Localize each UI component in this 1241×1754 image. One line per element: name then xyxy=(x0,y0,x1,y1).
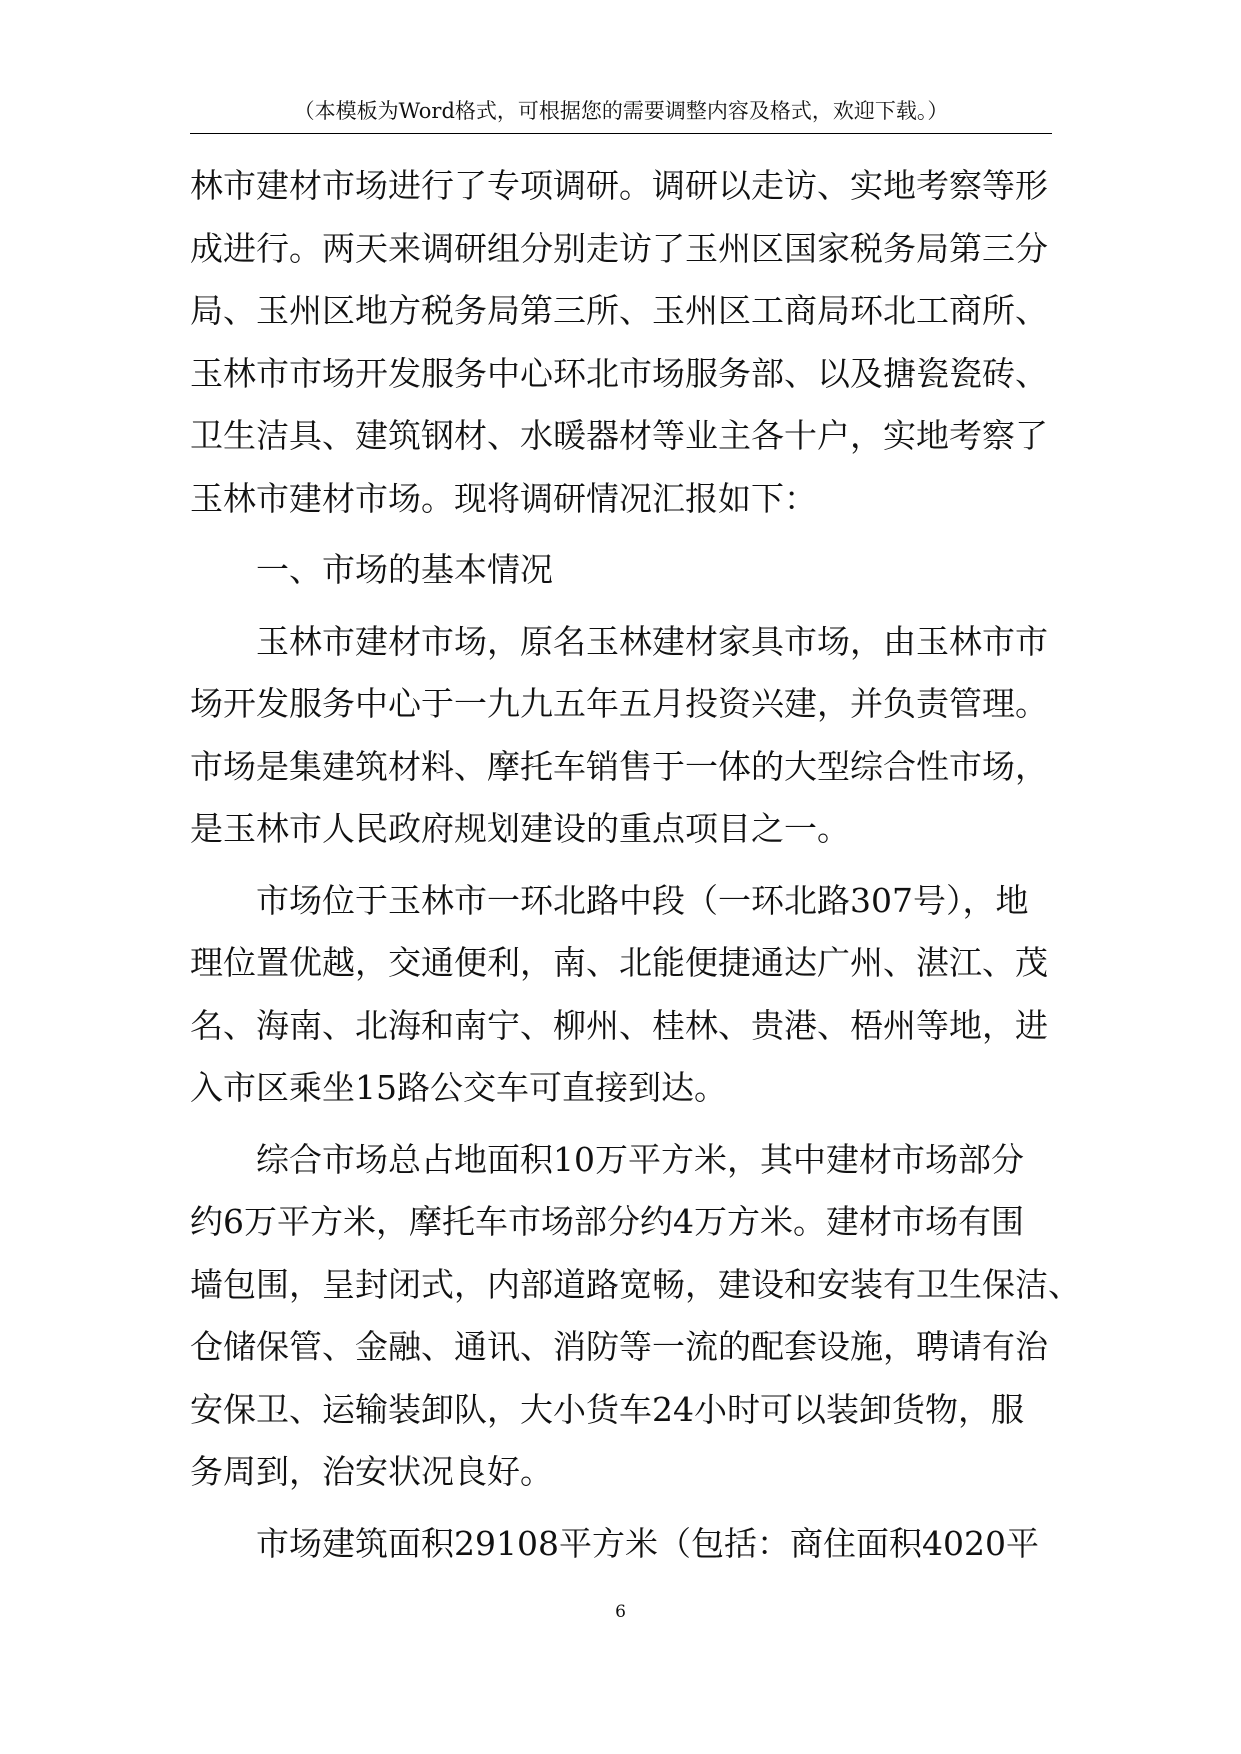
text-line: 市场位于玉林市一环北路中段（一环北路307号），地 xyxy=(256,880,1029,920)
text-line: 卫生洁具、建筑钢材、水暖器材等业主各十户，实地考察了 xyxy=(190,416,1048,455)
page-number: 6 xyxy=(615,1602,626,1622)
header-note: （本模板为Word格式，可根据您的需要调整内容及格式，欢迎下载。） xyxy=(293,99,949,123)
text-line: 综合市场总占地面积10万平方米，其中建材市场部分 xyxy=(256,1139,1024,1179)
text-line: 玉林市建材市场，原名玉林建材家具市场，由玉林市市 xyxy=(256,621,1048,661)
text-line: 务周到，治安状况良好。 xyxy=(190,1452,553,1491)
text-line: 安保卫、运输装卸队，大小货车24小时可以装卸货物，服 xyxy=(190,1389,1024,1429)
text-line: 名、海南、北海和南宁、柳州、桂林、贵港、梧州等地，进 xyxy=(190,1005,1048,1045)
header-divider xyxy=(190,133,1052,134)
text-line: 局、玉州区地方税务局第三所、玉州区工商局环北工商所、 xyxy=(190,291,1048,330)
text-line: 理位置优越，交通便利，南、北能便捷通达广州、湛江、茂 xyxy=(190,943,1048,982)
text-line: 市场建筑面积29108平方米（包括：商住面积4020平 xyxy=(256,1523,1039,1563)
text-line: 墙包围，呈封闭式，内部道路宽畅，建设和安装有卫生保洁、 xyxy=(190,1264,1081,1304)
text-line: 是玉林市人民政府规划建设的重点项目之一。 xyxy=(190,809,850,848)
text-line: 成进行。两天来调研组分别走访了玉州区国家税务局第三分 xyxy=(190,228,1048,268)
text-line: 玉林市市场开发服务中心环北市场服务部、以及搪瓷瓷砖、 xyxy=(190,353,1048,393)
text-line: 市场是集建筑材料、摩托车销售于一体的大型综合性市场， xyxy=(190,746,1048,786)
text-line: 仓储保管、金融、通讯、消防等一流的配套设施，聘请有治 xyxy=(190,1327,1048,1366)
text-line: 入市区乘坐15路公交车可直接到达。 xyxy=(190,1068,727,1107)
text-line: 玉林市建材市场。现将调研情况汇报如下： xyxy=(190,478,817,518)
section-heading: 一、市场的基本情况 xyxy=(256,550,553,589)
document-body xyxy=(190,155,1081,1575)
text-line: 林市建材市场进行了专项调研。调研以走访、实地考察等形 xyxy=(190,166,1048,205)
text-line: 约6万平方米，摩托车市场部分约4万方米。建材市场有围 xyxy=(190,1202,1024,1241)
text-line: 场开发服务中心于一九九五年五月投资兴建，并负责管理。 xyxy=(190,684,1048,723)
